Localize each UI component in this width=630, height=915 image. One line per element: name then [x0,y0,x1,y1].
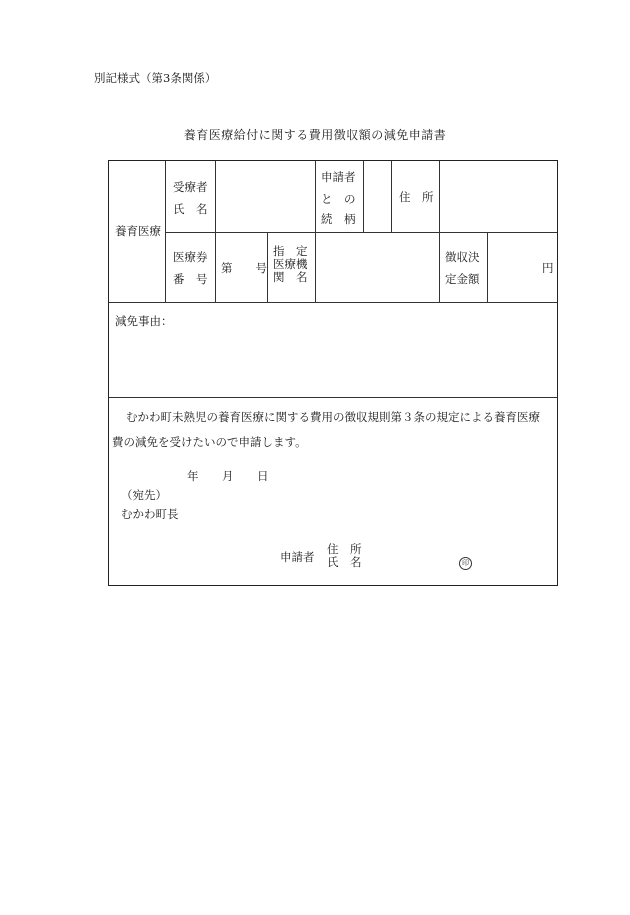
date-day-label: 日 [257,469,269,483]
section-label: 養育医療 [115,224,161,238]
institution-label-line1: 指 定 [273,244,308,258]
address-field[interactable] [440,161,557,232]
relation-label-line1: 申請者 [321,170,356,184]
column-divider [391,161,392,232]
column-divider [487,232,488,302]
seal-mark-icon: 印 [459,557,472,570]
relation-label-line3: 続 柄 [321,212,356,226]
address-label: 住 所 [399,190,434,204]
column-divider [267,232,268,302]
body-text-line2: 費の減免を受けたいので申請します。 [112,435,307,449]
ticket-number-field[interactable]: 第 号 [221,261,267,275]
reason-field[interactable] [179,307,553,393]
relation-field[interactable] [364,161,391,232]
applicant-label: 申請者 [280,550,315,564]
amount-field[interactable]: 円 [542,261,554,275]
addressee-label: （宛先） [121,488,167,502]
column-divider [165,161,166,302]
institution-field[interactable] [316,233,439,302]
row-divider [109,397,557,398]
ticket-number-label-line1: 医療券 [173,250,208,264]
date-month-label: 月 [222,469,234,483]
addressee-name: むかわ町長 [121,507,179,521]
date-year-label: 年 [187,469,199,483]
column-divider [439,232,440,302]
amount-label-line2: 定金額 [445,272,480,286]
patient-name-label-line1: 受療者 [173,180,208,194]
patient-name-label-line2: 氏 名 [173,202,208,216]
institution-label-line3: 関 名 [273,270,308,284]
amount-label-line1: 徴収決 [445,250,480,264]
ticket-number-label-line2: 番 号 [173,272,208,286]
application-form-table [108,160,558,586]
applicant-address-label: 住 所 [327,542,362,556]
column-divider [315,161,316,232]
institution-label-line2: 医療機 [273,257,308,271]
applicant-name-label: 氏 名 [327,555,362,569]
row-divider [109,302,557,303]
patient-name-field[interactable] [216,161,315,232]
form-number-label: 別記様式（第3条関係） [94,71,217,85]
document-title: 養育医療給付に関する費用徴収額の減免申請書 [183,128,447,142]
body-text-line1: むかわ町未熟児の養育医療に関する費用の徴収規則第３条の規定による養育医療 [126,410,540,424]
relation-label-line2: と の [321,192,356,206]
reason-label: 減免事由： [115,314,173,328]
